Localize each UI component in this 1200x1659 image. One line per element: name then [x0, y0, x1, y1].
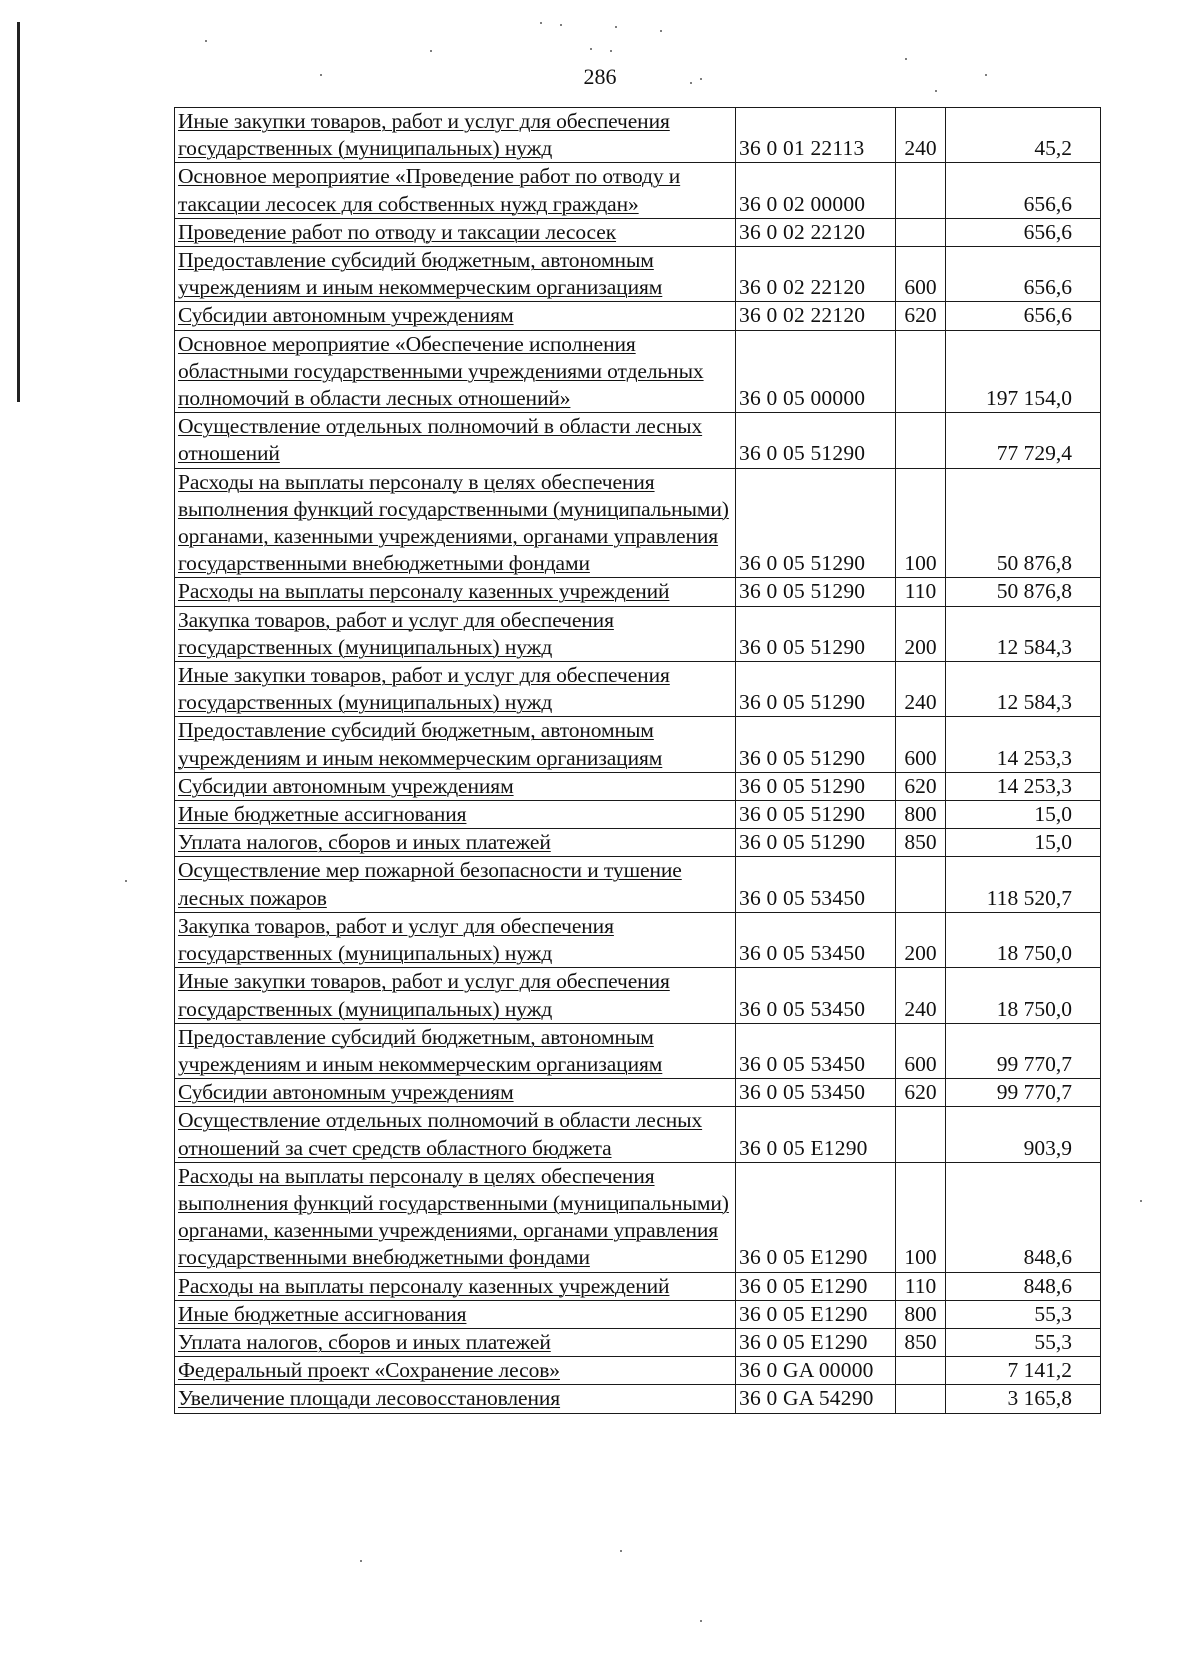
page-number: 286	[583, 64, 617, 89]
row-target-code-cell: 36 0 05 51290	[736, 578, 896, 606]
row-amount-cell: 656,6	[946, 163, 1101, 218]
row-amount-cell: 14 253,3	[946, 717, 1101, 772]
row-expense-type-cell: 600	[896, 247, 946, 302]
row-name-cell: Закупка товаров, работ и услуг для обеспечения государственных (муниципальных) нужд	[175, 912, 736, 967]
row-name-cell: Расходы на выплаты персоналу казенных учреждений	[175, 578, 736, 606]
row-expense-type-cell	[896, 857, 946, 912]
row-name-cell: Закупка товаров, работ и услуг для обеспечения государственных (муниципальных) нужд	[175, 606, 736, 661]
row-name-cell: Субсидии автономным учреждениям	[175, 302, 736, 330]
row-name-cell: Расходы на выплаты персоналу в целях обеспечения выполнения функций государственными (муниципальными) органами, казенными учреждениями, органами управления государственными внебюджетными фондами	[175, 468, 736, 578]
row-name-cell: Проведение работ по отводу и таксации лесосек	[175, 218, 736, 246]
row-expense-type-cell: 200	[896, 606, 946, 661]
row-expense-type-cell	[896, 1107, 946, 1162]
row-target-code-cell: 36 0 05 53450	[736, 1079, 896, 1107]
row-expense-type-cell: 620	[896, 1079, 946, 1107]
row-name-cell: Уплата налогов, сборов и иных платежей	[175, 829, 736, 857]
row-amount-cell: 848,6	[946, 1162, 1101, 1272]
table-row	[175, 717, 1101, 772]
table-row	[175, 1107, 1101, 1162]
row-expense-type-cell: 100	[896, 468, 946, 578]
table-row	[175, 163, 1101, 218]
row-target-code-cell: 36 0 02 22120	[736, 302, 896, 330]
row-amount-cell: 18 750,0	[946, 968, 1101, 1023]
row-amount-cell: 3 165,8	[946, 1385, 1101, 1413]
row-target-code-cell: 36 0 05 53450	[736, 1023, 896, 1078]
row-name-cell: Субсидии автономным учреждениям	[175, 1079, 736, 1107]
row-target-code-cell: 36 0 05 51290	[736, 829, 896, 857]
row-amount-cell: 14 253,3	[946, 772, 1101, 800]
table-row	[175, 801, 1101, 829]
row-name-cell: Субсидии автономным учреждениям	[175, 772, 736, 800]
row-name-cell: Иные закупки товаров, работ и услуг для обеспечения государственных (муниципальных) нужд	[175, 968, 736, 1023]
row-amount-cell: 656,6	[946, 302, 1101, 330]
table-row	[175, 1357, 1101, 1385]
table-row	[175, 468, 1101, 578]
row-target-code-cell: 36 0 05 E1290	[736, 1162, 896, 1272]
row-target-code-cell: 36 0 05 51290	[736, 772, 896, 800]
budget-table	[174, 107, 1101, 1414]
row-amount-cell: 77 729,4	[946, 413, 1101, 468]
row-expense-type-cell: 110	[896, 578, 946, 606]
row-target-code-cell: 36 0 05 00000	[736, 330, 896, 413]
row-name-cell: Уплата налогов, сборов и иных платежей	[175, 1328, 736, 1356]
row-amount-cell: 99 770,7	[946, 1023, 1101, 1078]
row-target-code-cell: 36 0 05 E1290	[736, 1272, 896, 1300]
row-amount-cell: 55,3	[946, 1300, 1101, 1328]
row-expense-type-cell: 600	[896, 717, 946, 772]
budget-table-body	[175, 108, 1101, 1414]
row-expense-type-cell: 800	[896, 801, 946, 829]
row-name-cell: Иные бюджетные ассигнования	[175, 1300, 736, 1328]
table-row	[175, 912, 1101, 967]
row-name-cell: Предоставление субсидий бюджетным, автономным учреждениям и иным некоммерческим организациям	[175, 247, 736, 302]
row-name-cell: Федеральный проект «Сохранение лесов»	[175, 1357, 736, 1385]
row-target-code-cell: 36 0 05 51290	[736, 413, 896, 468]
row-name-cell: Осуществление отдельных полномочий в области лесных отношений за счет средств областного бюджета	[175, 1107, 736, 1162]
row-target-code-cell: 36 0 GA 00000	[736, 1357, 896, 1385]
row-name-cell: Иные закупки товаров, работ и услуг для обеспечения государственных (муниципальных) нужд	[175, 108, 736, 163]
row-target-code-cell: 36 0 05 51290	[736, 717, 896, 772]
row-amount-cell: 12 584,3	[946, 606, 1101, 661]
row-name-cell: Основное мероприятие «Проведение работ по отводу и таксации лесосек для собственных нужд граждан»	[175, 163, 736, 218]
row-expense-type-cell	[896, 413, 946, 468]
row-name-cell: Предоставление субсидий бюджетным, автономным учреждениям и иным некоммерческим организациям	[175, 1023, 736, 1078]
row-amount-cell: 15,0	[946, 829, 1101, 857]
row-target-code-cell: 36 0 05 53450	[736, 912, 896, 967]
row-amount-cell: 118 520,7	[946, 857, 1101, 912]
row-amount-cell: 848,6	[946, 1272, 1101, 1300]
row-target-code-cell: 36 0 GA 54290	[736, 1385, 896, 1413]
row-target-code-cell: 36 0 02 00000	[736, 163, 896, 218]
row-target-code-cell: 36 0 05 53450	[736, 857, 896, 912]
row-target-code-cell: 36 0 05 53450	[736, 968, 896, 1023]
row-expense-type-cell: 240	[896, 108, 946, 163]
row-expense-type-cell: 800	[896, 1300, 946, 1328]
row-expense-type-cell: 850	[896, 1328, 946, 1356]
row-name-cell: Иные бюджетные ассигнования	[175, 801, 736, 829]
table-row	[175, 606, 1101, 661]
row-name-cell: Осуществление отдельных полномочий в области лесных отношений	[175, 413, 736, 468]
table-row	[175, 302, 1101, 330]
row-expense-type-cell	[896, 1357, 946, 1385]
row-expense-type-cell: 100	[896, 1162, 946, 1272]
row-expense-type-cell	[896, 218, 946, 246]
row-target-code-cell: 36 0 05 E1290	[736, 1300, 896, 1328]
table-row	[175, 413, 1101, 468]
row-expense-type-cell: 200	[896, 912, 946, 967]
row-amount-cell: 656,6	[946, 247, 1101, 302]
table-row	[175, 662, 1101, 717]
row-expense-type-cell: 850	[896, 829, 946, 857]
row-target-code-cell: 36 0 01 22113	[736, 108, 896, 163]
row-amount-cell: 197 154,0	[946, 330, 1101, 413]
row-name-cell: Расходы на выплаты персоналу казенных учреждений	[175, 1272, 736, 1300]
row-expense-type-cell	[896, 1385, 946, 1413]
table-row	[175, 1272, 1101, 1300]
table-row	[175, 1328, 1101, 1356]
row-expense-type-cell: 620	[896, 772, 946, 800]
row-name-cell: Иные закупки товаров, работ и услуг для обеспечения государственных (муниципальных) нужд	[175, 662, 736, 717]
row-expense-type-cell: 620	[896, 302, 946, 330]
row-expense-type-cell: 240	[896, 662, 946, 717]
row-expense-type-cell	[896, 330, 946, 413]
row-expense-type-cell: 600	[896, 1023, 946, 1078]
table-row	[175, 1023, 1101, 1078]
row-expense-type-cell	[896, 163, 946, 218]
row-amount-cell: 7 141,2	[946, 1357, 1101, 1385]
row-name-cell: Основное мероприятие «Обеспечение исполнения областными государственными учреждениями отдельных полномочий в области лесных отношений»	[175, 330, 736, 413]
row-name-cell: Увеличение площади лесовосстановления	[175, 1385, 736, 1413]
table-row	[175, 857, 1101, 912]
table-row	[175, 330, 1101, 413]
row-amount-cell: 656,6	[946, 218, 1101, 246]
row-target-code-cell: 36 0 05 51290	[736, 606, 896, 661]
row-amount-cell: 12 584,3	[946, 662, 1101, 717]
table-row	[175, 1162, 1101, 1272]
table-row	[175, 1300, 1101, 1328]
table-row	[175, 968, 1101, 1023]
table-row	[175, 218, 1101, 246]
table-row	[175, 108, 1101, 163]
row-amount-cell: 15,0	[946, 801, 1101, 829]
row-name-cell: Предоставление субсидий бюджетным, автономным учреждениям и иным некоммерческим организациям	[175, 717, 736, 772]
table-row	[175, 247, 1101, 302]
row-amount-cell: 55,3	[946, 1328, 1101, 1356]
row-name-cell: Расходы на выплаты персоналу в целях обеспечения выполнения функций государственными (муниципальными) органами, казенными учреждениями, органами управления государственными внебюджетными фондами	[175, 1162, 736, 1272]
row-amount-cell: 50 876,8	[946, 578, 1101, 606]
row-expense-type-cell: 110	[896, 1272, 946, 1300]
row-amount-cell: 50 876,8	[946, 468, 1101, 578]
table-row	[175, 829, 1101, 857]
row-target-code-cell: 36 0 05 51290	[736, 662, 896, 717]
row-amount-cell: 45,2	[946, 108, 1101, 163]
table-row	[175, 578, 1101, 606]
row-target-code-cell: 36 0 05 E1290	[736, 1328, 896, 1356]
row-amount-cell: 903,9	[946, 1107, 1101, 1162]
table-row	[175, 772, 1101, 800]
row-target-code-cell: 36 0 02 22120	[736, 218, 896, 246]
row-expense-type-cell: 240	[896, 968, 946, 1023]
row-target-code-cell: 36 0 05 E1290	[736, 1107, 896, 1162]
table-row	[175, 1079, 1101, 1107]
row-amount-cell: 18 750,0	[946, 912, 1101, 967]
row-name-cell: Осуществление мер пожарной безопасности и тушение лесных пожаров	[175, 857, 736, 912]
table-row	[175, 1385, 1101, 1413]
row-target-code-cell: 36 0 02 22120	[736, 247, 896, 302]
row-target-code-cell: 36 0 05 51290	[736, 468, 896, 578]
row-target-code-cell: 36 0 05 51290	[736, 801, 896, 829]
row-amount-cell: 99 770,7	[946, 1079, 1101, 1107]
